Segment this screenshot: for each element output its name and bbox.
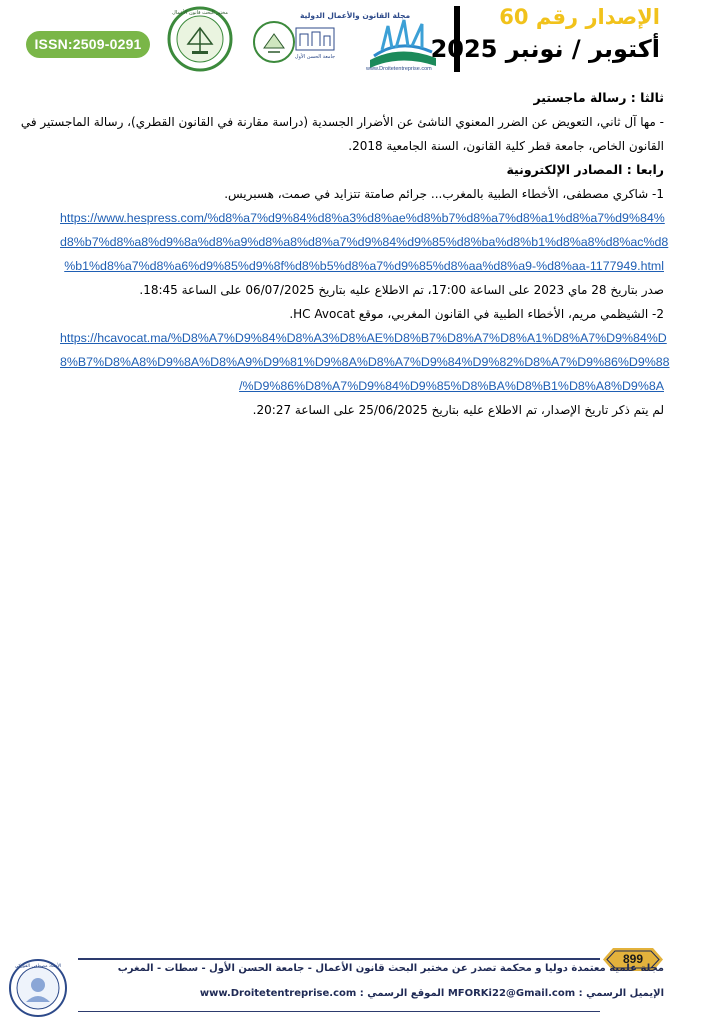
reference-2-link-line-1[interactable]: https://hcavocat.ma/%D8%A7%D9%84%D8%A3%D8%AE%D8%B7%D8%A7%D8%A1%D8%A7%D9%84%D bbox=[60, 331, 667, 345]
founder-seal-icon bbox=[8, 958, 68, 1018]
journal-name-text: مجلة القانون والأعمال الدولية bbox=[300, 11, 411, 20]
footer-divider-bottom bbox=[78, 1011, 600, 1012]
issue-date: أكتوبر / نونبر 2025 bbox=[430, 35, 660, 63]
lab-seal-logo bbox=[169, 8, 231, 70]
thesis-reference-line-2: القانون الخاص، جامعة قطر كلية القانون، السنة الجامعية 2018. bbox=[348, 139, 664, 153]
header-title-block bbox=[431, 4, 660, 66]
reference-2-title: 2- الشيظمي مريم، الأخطاء الطبية في القانون المغربي، موقع HC Avocat. bbox=[289, 307, 664, 321]
issue-number: الإصدار رقم 60 bbox=[499, 5, 660, 29]
journal-logos bbox=[160, 4, 445, 72]
lab-name-text: مختبر البحث قانون الأعمال bbox=[172, 10, 228, 16]
issn-badge: ISSN:2509-0291 bbox=[26, 31, 150, 58]
thesis-reference-line-1: - مها آل ثاني، التعويض عن الضرر المعنوي الناشئ عن الأضرار الجسدية (دراسة مقارنة في القانون القطري)، رسالة الماجستير في bbox=[20, 115, 664, 129]
page-content bbox=[20, 86, 670, 422]
reference-1-title: 1- شاكري مصطفى، الأخطاء الطبية بالمغرب... جرائم صامتة تتزايد في صمت، هسبريس. bbox=[224, 187, 664, 201]
university-name-text: جامعة الحسن الأول bbox=[294, 54, 336, 60]
reference-1-link-line-1[interactable]: https://www.hespress.com/%d8%a7%d9%84%d8%a3%d8%ae%d8%b7%d8%a7%d8%a1%d8%a7%d9%84% bbox=[60, 211, 665, 225]
footer-divider-top bbox=[78, 958, 600, 960]
reference-2-link-line-2[interactable]: 8%B7%D8%A8%D9%8A%D8%A9%D9%81%D9%8A%D8%A7%D9%84%D9%82%D8%A7%D9%86%D9%88 bbox=[60, 355, 670, 369]
university-logo bbox=[254, 22, 335, 62]
seal-text: الأستاذ مصطفى الفوركي bbox=[14, 964, 62, 969]
page-number: 899 bbox=[622, 952, 644, 966]
section-heading-thesis: ثالثا : رسالة ماجستير bbox=[533, 90, 664, 105]
footer-contact-info[interactable]: الإيميل الرسمي : MFORKi22@Gmail.com الموقع الرسمي : www.Droitetentreprise.com bbox=[199, 988, 664, 999]
footer-journal-description: مجلة علمية معتمدة دوليا و محكمة تصدر عن مختبر البحث قانون الأعمال - جامعة الحسن الأول - سطات - المغرب bbox=[117, 963, 664, 974]
reference-1-date: صدر بتاريخ 28 ماي 2023 على الساعة 17:00، تم الاطلاع عليه بتاريخ 06/07/2025 على الساعة 18:45. bbox=[139, 283, 664, 297]
reference-2-link-line-3[interactable]: /%D9%86%D8%A7%D9%84%D9%85%D8%BA%D8%B1%D8%A8%D9%8A bbox=[239, 379, 664, 393]
reference-2-date: لم يتم ذكر تاريخ الإصدار، تم الاطلاع عليه بتاريخ 25/06/2025 على الساعة 20:27. bbox=[252, 403, 664, 417]
reference-1-link-line-3[interactable]: %b1%d8%a7%d8%a6%d9%85%d9%8f%d8%b5%d8%a7%d9%85%d8%aa%d8%a9-%d8%aa-1177949.html bbox=[64, 259, 664, 273]
section-heading-electronic: رابعا : المصادر الإلكترونية bbox=[506, 162, 664, 177]
journal-website-text: www.Droitetentreprise.com bbox=[366, 66, 432, 72]
reference-1-link-line-2[interactable]: d8%b7%d8%a8%d9%8a%d8%a9%d8%a8%d8%a7%d9%84%d9%85%d8%ba%d8%b1%d8%a8%d8%ac%d8 bbox=[60, 235, 669, 249]
